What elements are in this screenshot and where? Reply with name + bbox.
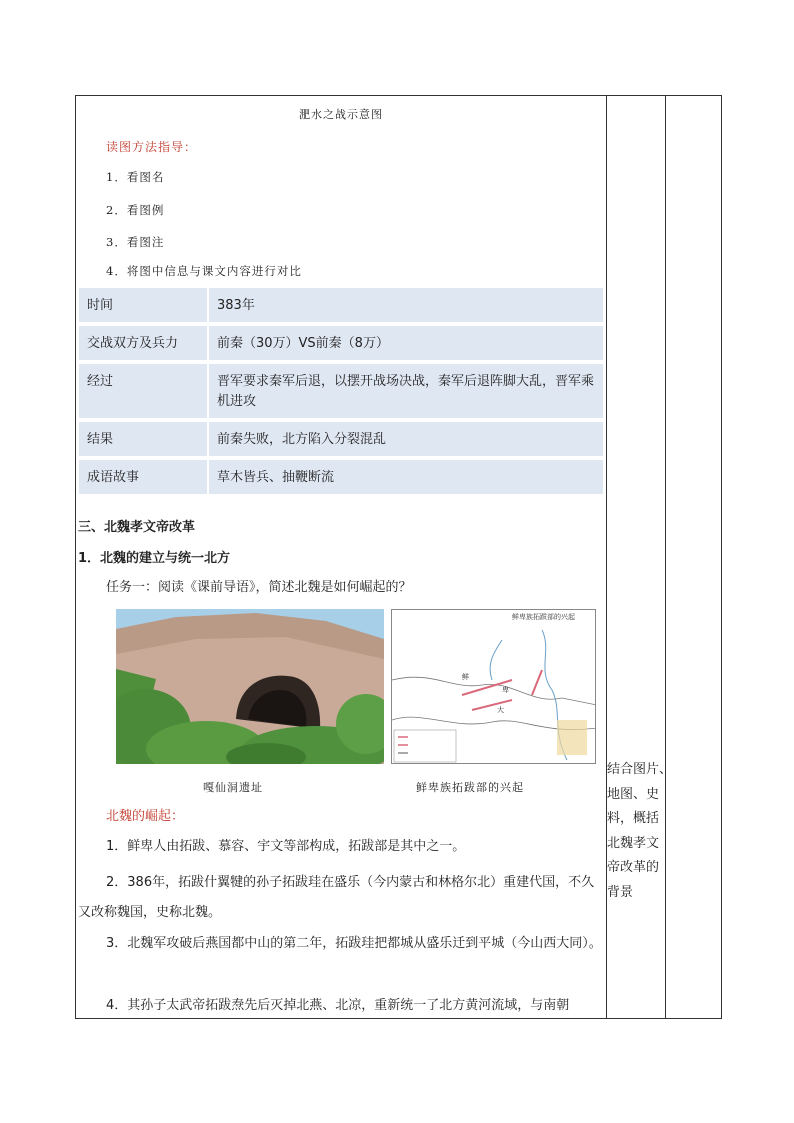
row-key: 结果 [79,422,209,456]
photo-caption: 嘎仙洞遗址 [203,781,263,794]
guide-item: 4．将图中信息与课文内容进行对比 [106,264,302,278]
task-question: 任务一：阅读《课前导语》，简述北魏是如何崛起的？ [106,580,412,595]
lesson-plan-table [75,95,722,1019]
row-key: 经过 [79,364,209,418]
row-key: 交战双方及兵力 [79,326,209,360]
table-row [79,460,603,494]
map-label: 卑 [502,686,509,694]
map-title: 鲜卑族拓跋部的兴起 [512,613,575,621]
row-value: 草木皆兵、抽鞭断流 [209,460,603,494]
guide-item: 2．看图例 [106,203,165,217]
table-row [79,326,603,360]
note-line: 结合图片、 [607,762,673,777]
rise-point: 2．386年，拓跋什翼犍的孙子拓跋珪在盛乐（今内蒙古和林格尔北）重建代国，不久又改称魏国，史称北魏。 [78,875,595,920]
rise-point: 3．北魏军攻破后燕国都中山的第二年，拓跋珪把都城从盛乐迁到平城（今山西大同）。 [106,936,602,951]
rise-heading: 北魏的崛起： [106,809,185,824]
table-row [79,364,603,418]
battle-info-table [79,284,603,498]
note-line: 地图、史 [607,786,660,802]
tuoba-rise-map [391,609,596,764]
row-value: 前秦失败，北方陷入分裂混乱 [209,422,603,456]
content-cell [76,96,606,1018]
note-line: 帝改革的 [607,860,660,875]
rise-point: 4．其孙子太武帝拓跋焘先后灭掉北燕、北凉，重新统一了北方黄河流域，与南朝 [106,998,570,1013]
guide-item: 1．看图名 [106,170,165,184]
note-line: 料，概括 [607,811,660,826]
note-line: 背景 [607,884,634,900]
teaching-intent-note [607,758,673,905]
map-caption: 鲜卑族拓跋部的兴起 [416,781,524,794]
map-label: 大 [497,706,504,714]
row-key: 成语故事 [79,460,209,494]
subsection-title: 1．北魏的建立与统一北方 [78,551,231,566]
table-row [79,422,603,456]
map-label: 鲜 [462,673,469,681]
guide-title: 读图方法指导： [106,140,198,154]
figure-caption: 淝水之战示意图 [299,108,383,121]
row-value: 晋军要求秦军后退，以摆开战场决战，秦军后退阵脚大乱，晋军乘机进攻 [209,364,603,418]
row-value: 383年 [209,288,603,322]
rise-point: 1．鲜卑人由拓跋、慕容、宇文等部构成，拓跋部是其中之一。 [106,839,466,854]
row-value: 前秦（30万）VS前秦（8万） [209,326,603,360]
cave-site-photo [116,609,384,764]
note-line: 北魏孝文 [607,835,660,851]
row-key: 时间 [79,288,209,322]
table-row [79,288,603,322]
guide-item: 3．看图注 [106,235,165,249]
section-title: 三、北魏孝文帝改革 [78,520,196,535]
